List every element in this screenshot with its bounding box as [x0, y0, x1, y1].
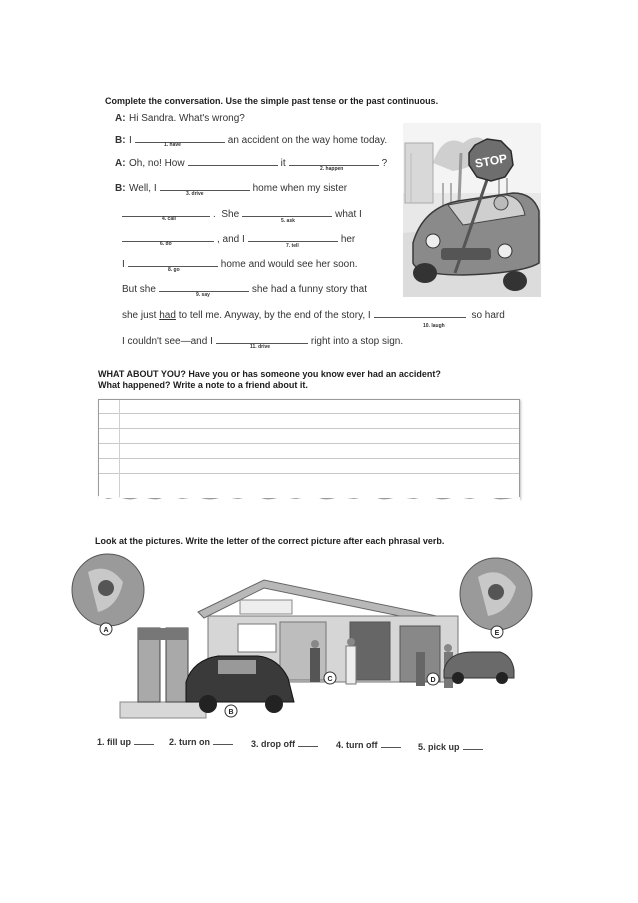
letter-blank-2[interactable]	[213, 736, 233, 745]
dialogue-text: ?	[381, 158, 388, 169]
dialogue-text: Hi Sandra. What's wrong?	[129, 113, 245, 124]
dialogue-text: But she	[122, 284, 156, 295]
speaker-label: A:	[115, 113, 126, 124]
dialogue-line-1	[115, 113, 245, 124]
answer-blank-11[interactable]	[216, 334, 308, 344]
phrasal-item-1	[97, 736, 157, 747]
phrasal-verb-label: 5. pick up	[418, 742, 460, 752]
answer-blank-2b[interactable]	[289, 156, 379, 166]
verb-hint-8: 8. go	[168, 267, 180, 273]
phrasal-verb-label: 3. drop off	[251, 739, 295, 749]
phrasal-item-3	[251, 738, 321, 749]
picture-label-b: B	[228, 709, 234, 716]
answer-blank-8[interactable]	[128, 257, 218, 267]
what-about-you-line-2: What happened? Write a note to a friend about it.	[98, 380, 308, 390]
answer-blank-2a[interactable]	[188, 156, 278, 166]
letter-blank-3[interactable]	[298, 738, 318, 747]
phrasal-item-4	[336, 739, 404, 750]
verb-hint-6: 6. do	[160, 241, 172, 247]
verb-hint-11: 11. drive	[250, 344, 271, 350]
dialogue-line-4	[115, 181, 347, 194]
dialogue-text: she had a funny story that	[251, 284, 367, 295]
dialogue-text: to tell me. Anyway, by the end of the story, I	[178, 310, 371, 321]
picture-label-a: A	[103, 627, 109, 634]
verb-hint-1: 1. have	[164, 142, 181, 148]
note-writing-area[interactable]	[98, 399, 520, 499]
answer-blank-3[interactable]	[160, 181, 250, 191]
dialogue-text: her	[340, 234, 356, 245]
verb-hint-3: 3. drive	[186, 191, 204, 197]
verb-hint-2: 2. happen	[320, 166, 344, 172]
dialogue-line-8	[122, 282, 367, 295]
dialogue-text: I	[129, 135, 132, 146]
answer-blank-5[interactable]	[242, 207, 332, 217]
what-about-you-line-1: WHAT ABOUT YOU? Have you or has someone you know ever had an accident?	[98, 369, 441, 379]
phrasal-verb-label: 1. fill up	[97, 737, 132, 747]
phrasal-verb-label: 4. turn off	[336, 740, 378, 750]
dialogue-text: home and would see her soon.	[220, 259, 358, 270]
dialogue-text: I couldn't see—and I	[122, 336, 213, 347]
letter-blank-4[interactable]	[381, 739, 401, 748]
verb-hint-4: 4. call	[162, 216, 176, 222]
dialogue-text: She	[221, 209, 240, 220]
dialogue-text: , and I	[217, 234, 245, 245]
verb-hint-5: 5. ask	[281, 218, 295, 224]
letter-blank-5[interactable]	[463, 741, 483, 750]
car-crash-illustration	[403, 123, 541, 297]
dialogue-text: she just	[122, 310, 157, 321]
dialogue-line-2	[115, 133, 387, 146]
underlined-word: had	[159, 310, 176, 321]
verb-hint-7: 7. tell	[286, 243, 299, 249]
dialogue-line-3	[115, 156, 387, 169]
dialogue-text: I	[122, 259, 125, 270]
dialogue-line-9	[122, 308, 505, 321]
gas-station-illustration	[68, 552, 578, 724]
speaker-label: A:	[115, 158, 126, 169]
dialogue-text: so hard	[471, 310, 505, 321]
dialogue-line-5	[122, 207, 362, 220]
stop-sign-text: STOP	[473, 151, 509, 171]
dialogue-text: an accident on the way home today.	[227, 135, 388, 146]
picture-label-e: E	[494, 630, 500, 637]
phrasal-item-2	[169, 736, 236, 747]
picture-label-c: C	[327, 676, 333, 683]
dialogue-text: what I	[335, 209, 362, 220]
verb-hint-10: 10. laugh	[423, 323, 445, 329]
phrasal-verbs-instruction: Look at the pictures. Write the letter of the correct picture after each phrasal verb.	[95, 536, 445, 546]
dialogue-text: Oh, no! How	[129, 158, 185, 169]
picture-label-d: D	[430, 677, 436, 684]
dialogue-line-6	[122, 232, 355, 245]
torn-edge	[98, 494, 520, 502]
phrasal-verb-label: 2. turn on	[169, 737, 210, 747]
dialogue-text: Well, I	[129, 183, 157, 194]
dialogue-text: home when my sister	[252, 183, 348, 194]
dialogue-text: right into a stop sign.	[310, 336, 404, 347]
dialogue-line-7	[122, 257, 358, 270]
phrasal-item-5	[418, 741, 486, 752]
conversation-instruction: Complete the conversation. Use the simple past tense or the past continuous.	[105, 96, 439, 106]
verb-hint-9: 9. say	[196, 292, 210, 298]
answer-blank-10[interactable]	[374, 308, 466, 318]
letter-blank-1[interactable]	[134, 736, 154, 745]
speaker-label: B:	[115, 183, 126, 194]
speaker-label: B:	[115, 135, 126, 146]
dialogue-text: it	[280, 158, 286, 169]
dialogue-text: .	[213, 209, 216, 220]
answer-blank-9[interactable]	[159, 282, 249, 292]
answer-blank-7[interactable]	[248, 232, 338, 242]
